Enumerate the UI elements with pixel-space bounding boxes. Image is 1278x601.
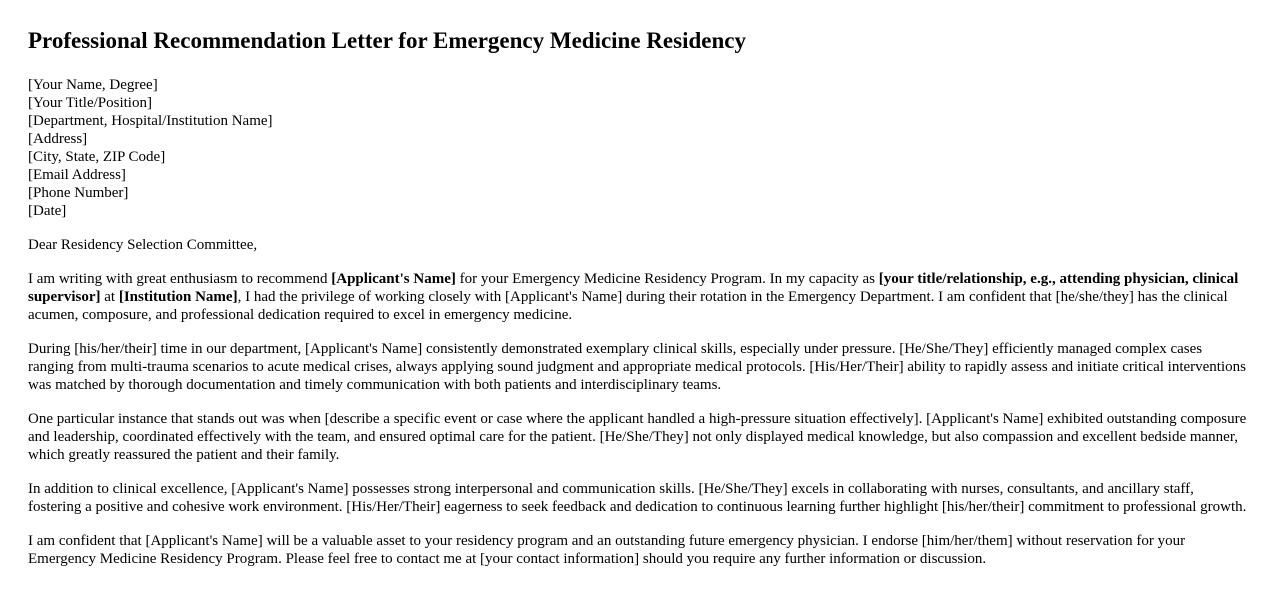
intro-text-1: I am writing with great enthusiasm to recommend [28,271,332,287]
paragraph-clinical-skills: During [his/her/their] time in our department, [Applicant's Name] consistently demonstrated exemplary clinical skills, especially under pressure. [He/She/They] efficiently managed complex cases ranging from multi-trauma scenarios to acute medical crises, always applying sound judgment and appropriate medical protocols. [His/Her/Their] ability to rapidly assess and initiate critical interventions was matched by thorough documentation and timely communication with both patients and interdisciplinary teams. [28,341,1246,393]
sender-name: [Your Name, Degree] [28,77,158,93]
paragraph-interpersonal-skills: In addition to clinical excellence, [Applicant's Name] possesses strong interpersonal and communication skills. [He/She/They] excels in collaborating with nurses, consultants, and ancillary staff, fostering a positive and cohesive work environment. [His/Her/Their] eagerness to seek feedback and dedication to continuous learning further highlight [his/her/their] commitment to professional growth. [28,481,1247,515]
sender-address: [Address] [28,131,88,147]
applicant-name-placeholder: [Applicant's Name] [331,271,456,287]
page-title: Professional Recommendation Letter for Emergency Medicine Residency [28,28,746,53]
sender-title: [Your Title/Position] [28,95,152,111]
sender-city-state-zip: [City, State, ZIP Code] [28,149,166,165]
paragraph-specific-instance: One particular instance that stands out was when [describe a specific event or case where the applicant handled a high-pressure situation effectively]. [Applicant's Name] exhibited outstanding composure and leadership, coordinated effectively with the team, and ensured optimal care for the patient. [He/She/They] not only displayed medical knowledge, but also compassion and excellent bedside manner, which greatly reassured the patient and their family. [28,411,1247,463]
intro-text-2: for your Emergency Medicine Residency Program. In my capacity as [455,271,879,287]
sender-address-block [28,76,1250,220]
sender-department: [Department, Hospital/Institution Name] [28,113,273,129]
salutation: Dear Residency Selection Committee, [28,237,258,253]
intro-text-4: , I had the privilege of working closely with [Applicant's Name] during their rotation in the Emergency Department. I am confident that [he/she/they] has the clinical acumen, composure, and professional dedication required to excel in emergency medicine. [28,289,1228,323]
sender-phone: [Phone Number] [28,185,129,201]
sender-email: [Email Address] [28,167,126,183]
relationship-placeholder: [your title/relationship, e.g., attending physician, clinical supervisor] [28,271,1239,305]
institution-name-placeholder: [Institution Name] [118,289,238,305]
paragraph-introduction [28,270,1250,324]
intro-text-3: at [100,289,119,305]
paragraph-endorsement: I am confident that [Applicant's Name] will be a valuable asset to your residency program and an outstanding future emergency physician. I endorse [him/her/them] without reservation for your Emergency Medicine Residency Program. Please feel free to contact me at [your contact information] should you require any further information or discussion. [28,533,1186,567]
letter-date: [Date] [28,203,67,219]
